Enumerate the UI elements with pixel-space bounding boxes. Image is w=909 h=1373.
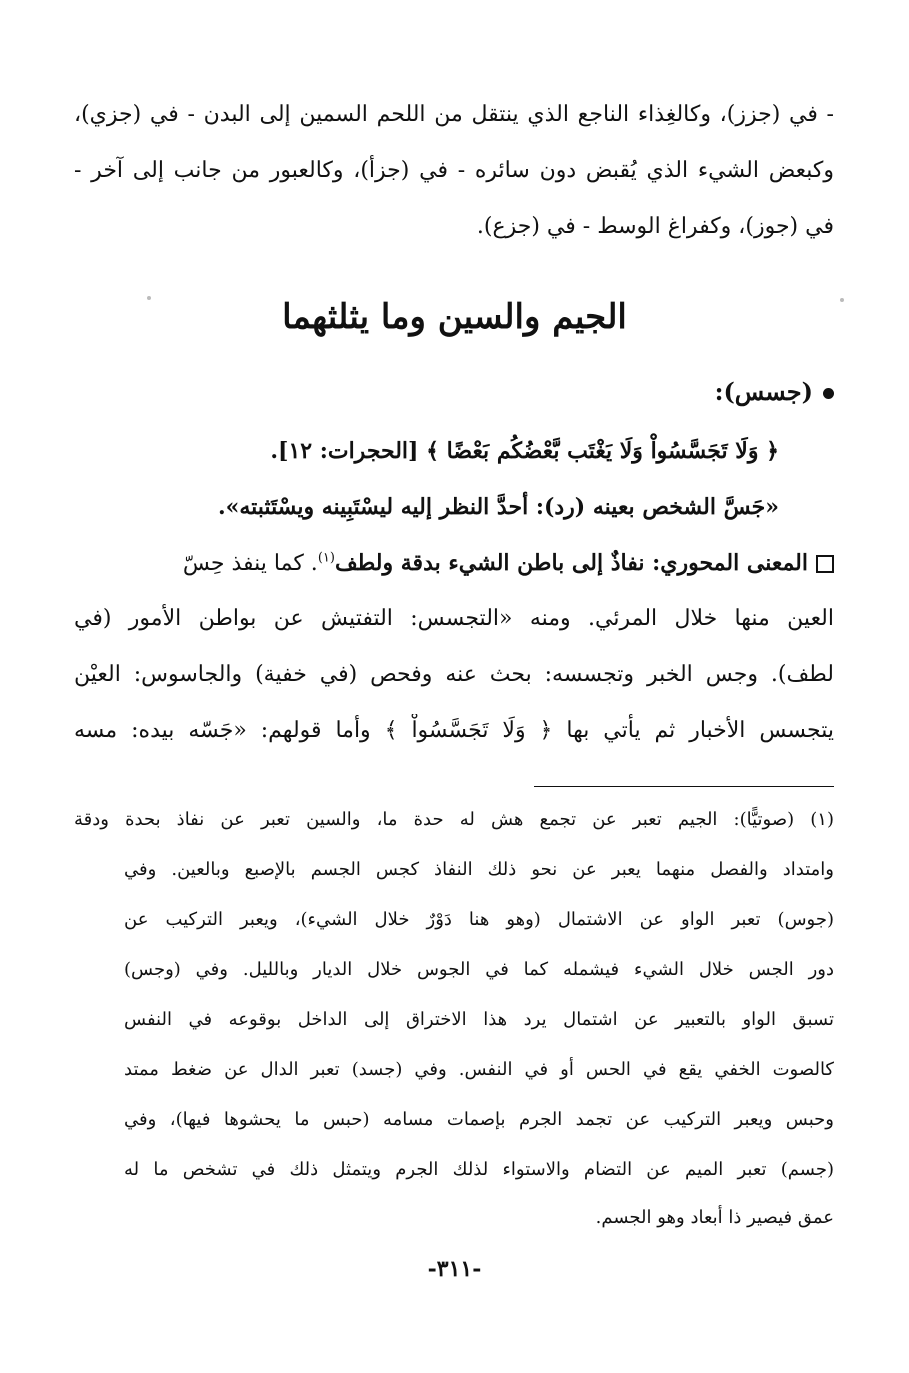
footnote-ref[interactable]: (١) xyxy=(317,550,335,566)
entry-root: (جسس): xyxy=(714,377,813,406)
top-paragraph-line-2: وكبعض الشيء الذي يُقبض دون سائره - في (جزأ)، وكالعبور من جانب إلى آخر - xyxy=(74,158,834,183)
footnote-line-1: (١) (صوتيًّا): الجيم تعبر عن تجمع هش له حدة ما، والسين تعبر عن نفاذ بحدة ودقة xyxy=(74,809,834,830)
footnote-line-7: وحبس ويعبر التركيب عن تجمد الجرم بإصمات مسامه (حبس ما يحشوها فيها)، وفي xyxy=(124,1109,834,1130)
top-paragraph-line-3: في (جوز)، وكفراغ الوسط - في (جزع). xyxy=(476,214,834,239)
footnote-line-5: تسبق الواو بالتعبير عن اشتمال يرد هذا الاختراق إلى الداخل بوقوعه في النفس xyxy=(124,1009,834,1030)
quran-verse: ﴿ وَلَا تَجَسَّسُواْ وَلَا يَغْتَب بَّعْضُكُم بَعْضًا ﴾ [الحجرات: ١٢]. xyxy=(270,438,779,464)
core-meaning-rest: . كما ينفذ حِسّ xyxy=(182,551,318,576)
scan-speck xyxy=(840,298,844,302)
core-meaning-line xyxy=(74,546,834,582)
footnote-line-4: دور الجس خلال الشيء فيشمله كما في الجوس خلال الديار وبالليل. وفي (وجس) xyxy=(124,959,834,980)
body-line-3: يتجسس الأخبار ثم يأتي بها ﴿ وَلَا تَجَسَّسُواْ ﴾ وأما قولهم: «جَسّه بيده: مسه xyxy=(74,718,834,743)
section-title: الجيم والسين وما يثلثهما xyxy=(282,297,627,337)
page-number: -٣١١- xyxy=(427,1256,482,1282)
top-paragraph-line-1: - في (جزز)، وكالغِذاء الناجع الذي ينتقل من اللحم السمين إلى البدن - في (جزي)، xyxy=(74,102,834,127)
usage-quote: «جَسَّ الشخص بعينه (رد): أحدَّ النظر إليه ليسْتَبِينه ويسْتَثبته». xyxy=(217,494,779,520)
body-line-2: لطف). وجس الخبر وتجسسه: بحث عنه وفحص (في خفية) والجاسوس: العيْن xyxy=(74,662,834,687)
footnote-line-3: (جوس) تعبر الواو عن الاشتمال (وهو هنا دَوْرٌ خلال الشيء)، ويعبر التركيب عن xyxy=(124,909,834,930)
bullet-icon xyxy=(823,388,834,399)
footnote-line-2: وامتداد والفصل منهما يعبر عن نحو ذلك النفاذ كجس الجسم بالإصبع وبالعين. وفي xyxy=(124,859,834,880)
entry-heading xyxy=(715,374,834,410)
footnote-line-6: كالصوت الخفي يقع في الحس أو في النفس. وفي (جسد) تعبر الدال عن ضغط ممتد xyxy=(124,1059,834,1080)
footnote-line-8: (جسم) تعبر الميم عن التضام والاستواء لذلك الجرم ويتمثل ذلك في تشخص ما له xyxy=(124,1159,834,1180)
footnote-separator xyxy=(534,786,834,787)
core-meaning-label: المعنى المحوري: نفاذٌ إلى باطن الشيء بدقة ولطف xyxy=(334,550,808,576)
footnote-line-9: عمق فيصير ذا أبعاد وهو الجسم. xyxy=(595,1207,834,1228)
scan-speck xyxy=(147,296,151,300)
body-line-1: العين منها خلال المرئي. ومنه «التجسس: التفتيش عن بواطن الأمور (في xyxy=(74,606,834,631)
square-icon xyxy=(816,555,834,573)
